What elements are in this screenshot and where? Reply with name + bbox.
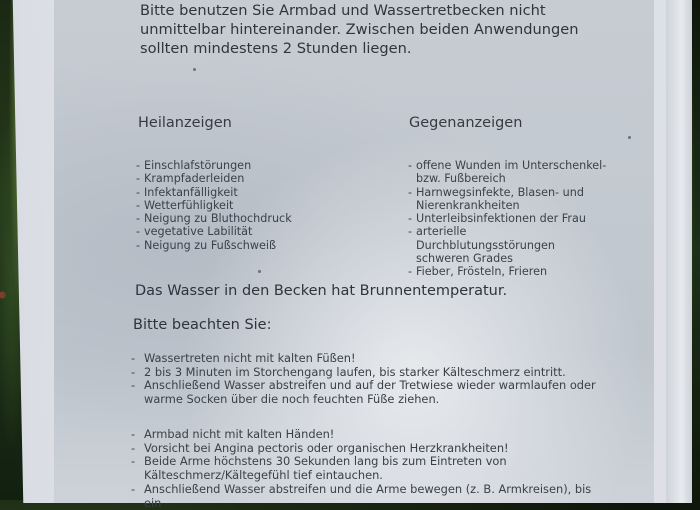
list-item: - Neigung zu Fußschweiß — [136, 238, 277, 252]
contraindications-title: Gegenanzeigen — [409, 115, 523, 131]
rule-item: - Anschließend Wasser abstreifen und die Arme bewegen (z. B. Armkreisen), bis ein — [131, 481, 592, 510]
notice-title: Bitte beachten Sie: — [133, 317, 272, 333]
list-item: - Unterleibsinfektionen der Frau — [408, 212, 586, 226]
sign-panel — [54, 0, 654, 510]
indications-list — [136, 159, 336, 252]
arm-bath-rules — [131, 428, 601, 510]
list-item: - Neigung zu Bluthochdruck — [136, 212, 292, 226]
rule-item: - Vorsicht bei Angina pectoris oder organischen Herzkrankheiten! — [131, 440, 509, 455]
rule-item: - Beide Arme höchstens 30 Sekunden lang bis zum Eintreten von Kälteschmerz/Kältegefühl tief eintauchen. — [131, 454, 507, 483]
speck — [628, 136, 631, 139]
list-item: - Fieber, Frösteln, Frieren — [408, 265, 548, 279]
rule-item: - Wassertreten nicht mit kalten Füßen! — [131, 351, 356, 365]
list-item: - vegetative Labilität — [136, 225, 253, 239]
intro-line: sollten mindestens 2 Stunden liegen. — [140, 40, 412, 57]
intro-text — [140, 1, 580, 58]
list-item: - Wetterfühligkeit — [136, 198, 234, 212]
speck — [258, 270, 261, 273]
speck — [193, 68, 196, 71]
water-temperature-note: Das Wasser in den Becken hat Brunnentemperatur. — [135, 283, 508, 299]
foot-bath-rules — [131, 352, 601, 407]
rule-item: - Anschließend Wasser abstreifen und auf der Tretwiese wieder warmlaufen oder warme Socken über die noch feuchten Füße ziehen. — [131, 378, 596, 407]
indications-title: Heilanzeigen — [138, 115, 232, 131]
rule-item: - Armbad nicht mit kalten Händen! — [131, 427, 335, 441]
intro-line: Bitte benutzen Sie Armbad und Wassertretbecken nicht — [140, 2, 546, 19]
rule-item: - 2 bis 3 Minuten im Storchengang laufen, bis starker Kälteschmerz eintritt. — [131, 364, 566, 379]
list-item: - offene Wunden im Unterschenkel- bzw. Fußbereich — [408, 159, 607, 186]
contraindications-list — [408, 159, 608, 279]
intro-line: unmittelbar hintereinander. Zwischen beiden Anwendungen — [140, 21, 579, 38]
list-item: - Harnwegsinfekte, Blasen- und Nierenkrankheiten — [408, 185, 584, 212]
list-item: - Einschlafstörungen — [136, 159, 252, 172]
list-item: - Krampfaderleiden — [136, 172, 245, 186]
list-item: - arterielle Durchblutungsstörungen schweren Grades — [408, 225, 556, 266]
sign-frame-right-edge — [666, 0, 692, 503]
list-item: - Infektanfälligkeit — [136, 185, 238, 199]
